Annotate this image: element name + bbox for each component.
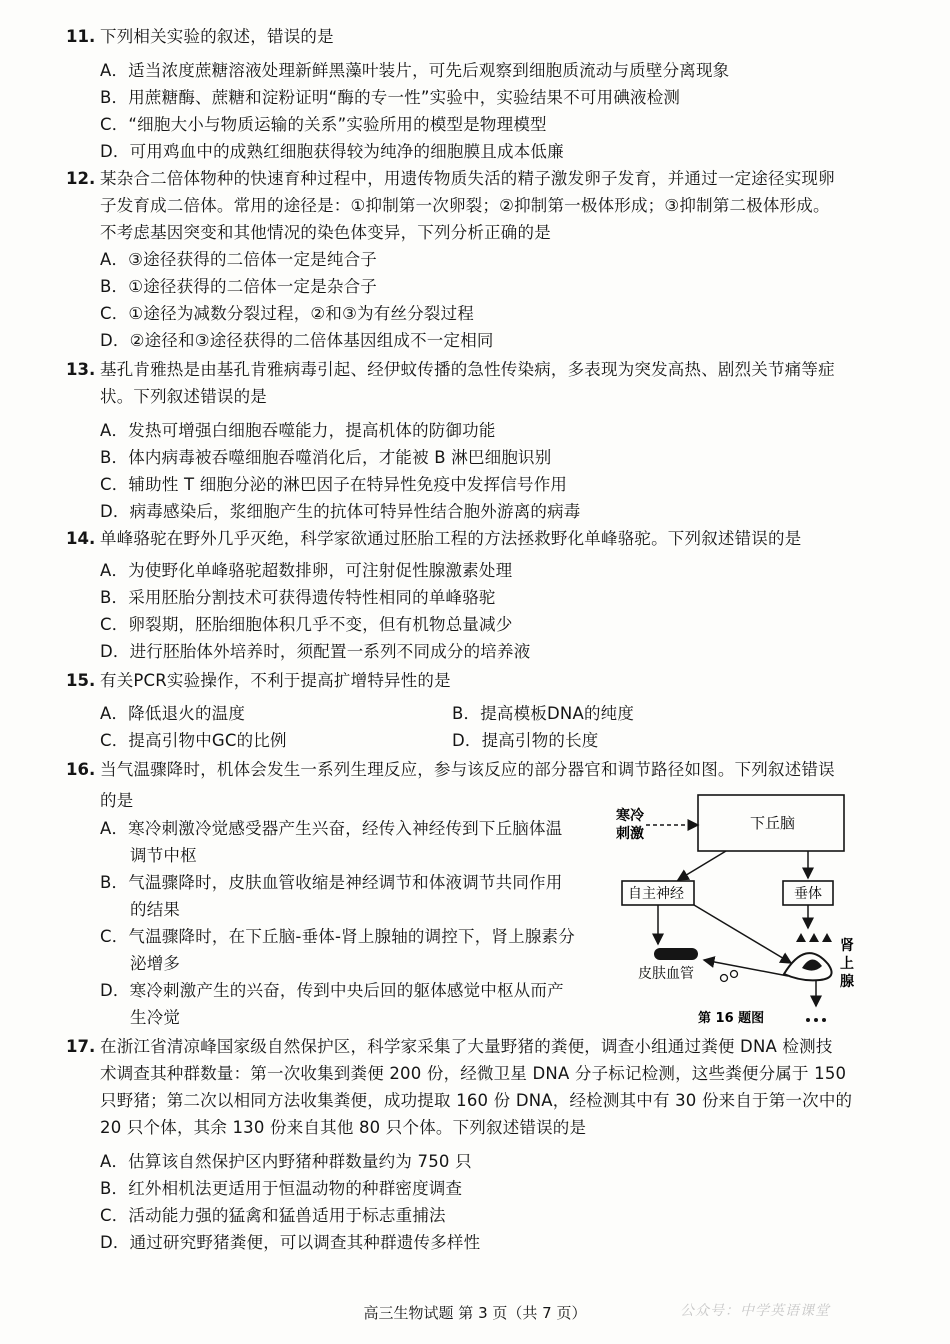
option: B．体内病毒被吞噬细胞吞噬消化后，才能被 B 淋巴细胞识别 — [100, 448, 552, 467]
hormone-triangles — [796, 933, 832, 942]
option-continuation: 泌增多 — [130, 954, 181, 973]
hormone-dot — [814, 1018, 818, 1022]
question-stem: 有关PCR实验操作，不利于提高扩增特异性的是 — [100, 671, 451, 690]
option-continuation: 调节中枢 — [130, 846, 197, 865]
question-stem: 基孔肯雅热是由基孔肯雅病毒引起、经伊蚊传播的急性传染病，多表现为突发高热、剧烈关节痛等症 — [100, 360, 835, 379]
page-footer: 高三生物试题 第 3 页（共 7 页） — [363, 1304, 587, 1322]
adrenal-label: 上 — [840, 956, 854, 972]
question-stem: 20 只个体，其余 130 份来自其他 80 只个体。下列叙述错误的是 — [100, 1118, 587, 1137]
option: B．用蔗糖酶、蔗糖和淀粉证明“酶的专一性”实验中，实验结果不可用碘液检测 — [100, 88, 681, 107]
option: A．适当浓度蔗糖溶液处理新鲜黑藻叶装片，可先后观察到细胞质流动与质壁分离现象 — [100, 61, 730, 80]
option: B．气温骤降时，皮肤血管收缩是神经调节和体液调节共同作用 — [100, 873, 563, 892]
question-number: 14. — [66, 529, 96, 548]
question-stem: 的是 — [100, 791, 134, 810]
skin-vessel-label: 皮肤血管 — [638, 966, 694, 982]
adrenal-label: 腺 — [840, 974, 854, 990]
option: A．估算该自然保护区内野猪种群数量约为 750 只 — [100, 1152, 472, 1171]
hormone-dot — [806, 1018, 810, 1022]
option: B．红外相机法更适用于恒温动物的种群密度调查 — [100, 1179, 463, 1198]
arrow-to-autonomic — [678, 851, 726, 880]
option: B．提高模板DNA的纯度 — [452, 704, 635, 723]
stimulus-label: 寒冷 — [616, 808, 644, 824]
option: B．①途径获得的二倍体一定是杂合子 — [100, 277, 378, 296]
question-stem: 下列相关实验的叙述，错误的是 — [100, 27, 334, 46]
question-number: 15. — [66, 671, 96, 690]
question-stem: 子发育成二倍体。常用的途径是：①抑制第一次卵裂；②抑制第一极体形成；③抑制第二极体形成。 — [100, 196, 830, 215]
option: A．③途径获得的二倍体一定是纯合子 — [100, 250, 377, 269]
option: A．发热可增强白细胞吞噬能力，提高机体的防御功能 — [100, 421, 496, 440]
hormone-dot — [822, 1018, 826, 1022]
watermark: 公众号：中学英语课堂 — [680, 1303, 830, 1319]
question-stem: 在浙江省清凉峰国家级自然保护区，科学家采集了大量野猪的粪便，调查小组通过粪便 DNA 检测技 — [100, 1037, 833, 1056]
option: C．活动能力强的猛禽和猛兽适用于标志重捕法 — [100, 1206, 446, 1225]
option: D．可用鸡血中的成熟红细胞获得较为纯净的细胞膜且成本低廉 — [100, 142, 564, 161]
option-continuation: 生冷觉 — [130, 1008, 181, 1027]
adrenal-label: 肾 — [840, 938, 854, 954]
arrow-adrenal-to-vessel — [704, 960, 788, 976]
stimulus-label: 刺激 — [616, 826, 644, 842]
option: D．提高引物的长度 — [452, 731, 599, 750]
option: A．寒冷刺激冷觉感受器产生兴奋，经传入神经传到下丘脑体温 — [100, 819, 563, 838]
question-stem: 单峰骆驼在野外几乎灭绝，科学家欲通过胚胎工程的方法拯救野化单峰骆驼。下列叙述错误的是 — [100, 529, 802, 548]
question-number: 17. — [66, 1037, 96, 1056]
option: C．卵裂期，胚胎细胞体积几乎不变，但有机物总量减少 — [100, 615, 513, 634]
question-number: 13. — [66, 360, 96, 379]
hormone-circle — [721, 975, 728, 982]
option: A．降低退火的温度 — [100, 704, 246, 723]
option: C．提高引物中GC的比例 — [100, 731, 287, 750]
blood-vessel-shape — [654, 948, 698, 960]
question-stem: 某杂合二倍体物种的快速育种过程中，用遗传物质失活的精子激发卵子发育，并通过一定途径实现卵 — [100, 169, 835, 188]
option: B．采用胚胎分割技术可获得遗传特性相同的单峰骆驼 — [100, 588, 496, 607]
option: D．寒冷刺激产生的兴奋，传到中央后回的躯体感觉中枢从而产 — [100, 981, 564, 1000]
option-continuation: 的结果 — [130, 900, 181, 919]
figure-caption: 第 16 题图 — [698, 1011, 765, 1026]
option: D．进行胚胎体外培养时，须配置一系列不同成分的培养液 — [100, 642, 531, 661]
hypothalamus-label: 下丘脑 — [750, 814, 796, 832]
regulation-pathway-diagram — [606, 788, 896, 1038]
hormone-circle — [731, 971, 738, 978]
option: C．“细胞大小与物质运输的关系”实验所用的模型是物理模型 — [100, 115, 547, 134]
arrow-to-adrenal — [694, 905, 791, 963]
question-number: 12. — [66, 169, 96, 188]
question-stem: 术调查其种群数量：第一次收集到粪便 200 份，经微卫星 DNA 分子标记检测，这些粪便分属于 150 — [100, 1064, 847, 1083]
question-stem: 状。下列叙述错误的是 — [100, 387, 267, 406]
pituitary-label: 垂体 — [794, 886, 822, 902]
option: D．②途径和③途径获得的二倍体基因组成不一定相同 — [100, 331, 494, 350]
question-stem: 只野猪；第二次以相同方法收集粪便，成功提取 160 份 DNA，经检测其中有 30 份来自于第一次中的 — [100, 1091, 853, 1110]
option: C．辅助性 T 细胞分泌的淋巴因子在特异性免疫中发挥信号作用 — [100, 475, 568, 494]
question-stem: 不考虑基因突变和其他情况的染色体变异，下列分析正确的是 — [100, 223, 551, 242]
question-number: 16. — [66, 760, 96, 779]
question-stem: 当气温骤降时，机体会发生一系列生理反应，参与该反应的部分器官和调节路径如图。下列叙述错误 — [100, 760, 835, 779]
question-number: 11. — [66, 27, 96, 46]
option: D．通过研究野猪粪便，可以调查其种群遗传多样性 — [100, 1233, 481, 1252]
option: D．病毒感染后，浆细胞产生的抗体可特异性结合胞外游离的病毒 — [100, 502, 581, 521]
option: C．①途径为减数分裂过程，②和③为有丝分裂过程 — [100, 304, 474, 323]
option: C．气温骤降时，在下丘脑-垂体-肾上腺轴的调控下，肾上腺素分 — [100, 927, 575, 946]
adrenal-medulla-shape — [802, 959, 822, 970]
option: A．为使野化单峰骆驼超数排卵，可注射促性腺激素处理 — [100, 561, 513, 580]
autonomic-nerve-label: 自主神经 — [628, 886, 684, 902]
